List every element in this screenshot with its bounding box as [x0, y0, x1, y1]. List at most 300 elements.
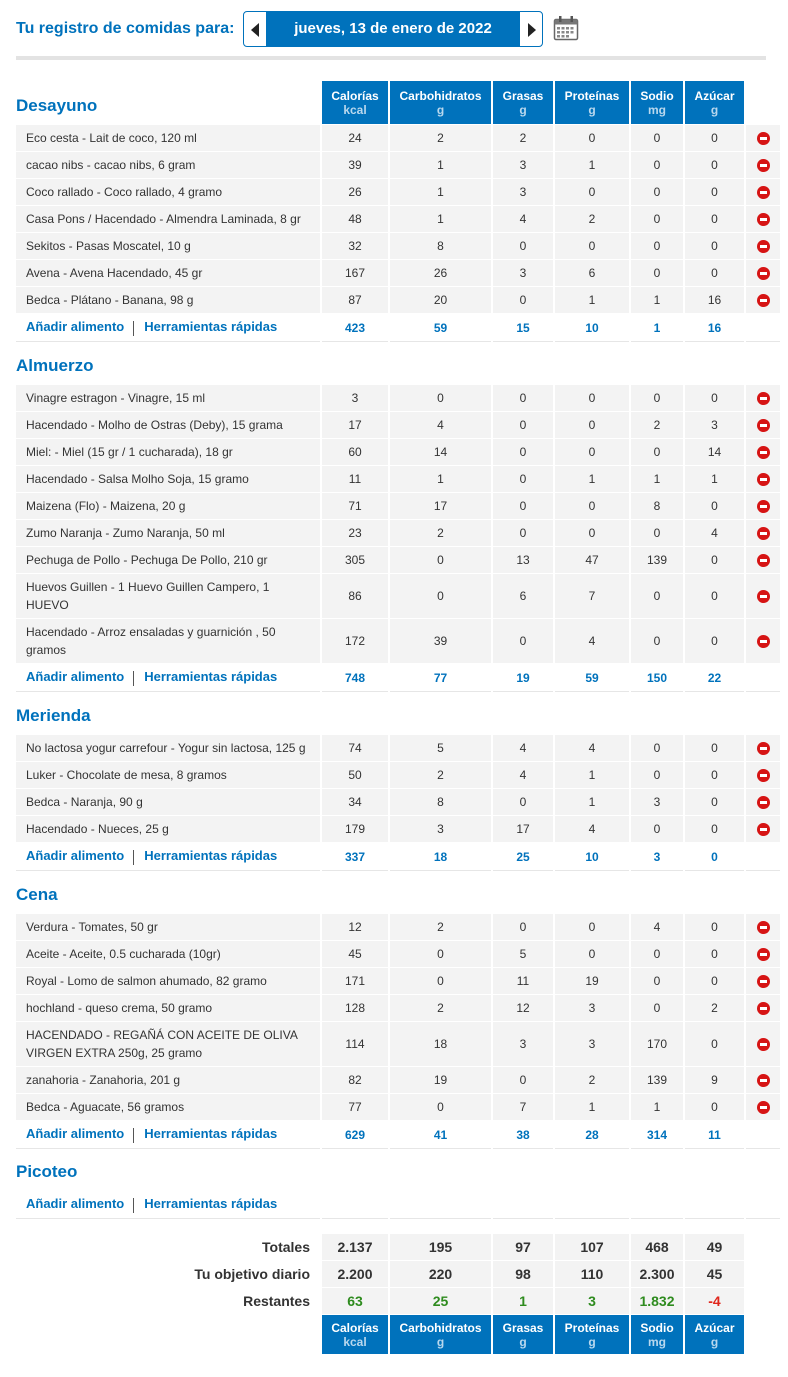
sum-remaining-sodium: 1.832 [631, 1288, 683, 1315]
food-name-link[interactable]: Sekitos - Pasas Moscatel, 10 g [16, 233, 320, 260]
column-header-calories [322, 81, 388, 124]
sum-goal-sugar: 45 [685, 1261, 744, 1288]
add-food-link[interactable]: Añadir alimento [26, 669, 125, 685]
sum-remaining-label: Restantes [16, 1288, 320, 1315]
meal-total-empty [322, 1191, 388, 1219]
sum-remaining-fat: 1 [493, 1288, 553, 1315]
food-sodium: 139 [631, 1067, 683, 1094]
remove-icon [757, 769, 770, 782]
food-fat: 0 [493, 1067, 553, 1094]
column-header-protein [555, 1315, 629, 1354]
food-protein: 1 [555, 152, 629, 179]
food-calories: 50 [322, 762, 388, 789]
remove-icon [757, 1038, 770, 1051]
food-name-link[interactable]: cacao nibs - cacao nibs, 6 gram [16, 152, 320, 179]
column-unit: g [436, 102, 445, 117]
meal-title: Picoteo [16, 1162, 78, 1181]
food-fat: 0 [493, 412, 553, 439]
meal-actions [16, 314, 320, 342]
sum-totals-label: Totales [16, 1234, 320, 1261]
sum-goal-row [16, 1261, 780, 1288]
food-name-link[interactable]: Aceite - Aceite, 0.5 cucharada (10gr) [16, 941, 320, 968]
food-sodium: 0 [631, 762, 683, 789]
food-carbs: 2 [390, 520, 491, 547]
delete-food-button[interactable] [746, 206, 780, 233]
food-calories: 74 [322, 735, 388, 762]
delete-food-button[interactable] [746, 260, 780, 287]
food-sugar: 0 [685, 914, 744, 941]
food-row [16, 762, 780, 789]
food-carbs: 4 [390, 412, 491, 439]
food-fat: 7 [493, 1094, 553, 1121]
remove-icon [757, 446, 770, 459]
add-food-link[interactable]: Añadir alimento [26, 319, 125, 335]
food-name-link[interactable]: Bedca - Plátano - Banana, 98 g [16, 287, 320, 314]
food-sodium: 139 [631, 547, 683, 574]
meal-total-empty [390, 1191, 491, 1219]
food-row [16, 1022, 780, 1067]
food-sugar: 0 [685, 1094, 744, 1121]
food-name-link[interactable]: Zumo Naranja - Zumo Naranja, 50 ml [16, 520, 320, 547]
food-name-link[interactable]: zanahoria - Zanahoria, 201 g [16, 1067, 320, 1094]
meal-total-sodium: 314 [631, 1121, 683, 1149]
food-protein: 6 [555, 260, 629, 287]
food-name-link[interactable]: HACENDADO - REGAÑÁ CON ACEITE DE OLIVA VIRGEN EXTRA 250g, 25 gramo [16, 1022, 320, 1067]
quick-tools-link[interactable]: Herramientas rápidas [144, 848, 278, 864]
column-header-carbs [390, 81, 491, 124]
column-header-protein [555, 81, 629, 124]
meal-total-calories: 748 [322, 664, 388, 692]
diary-header [16, 11, 776, 47]
food-carbs: 14 [390, 439, 491, 466]
meal-total-sodium: 150 [631, 664, 683, 692]
food-protein: 1 [555, 789, 629, 816]
food-calories: 48 [322, 206, 388, 233]
food-carbs: 19 [390, 1067, 491, 1094]
food-sodium: 1 [631, 287, 683, 314]
food-protein: 0 [555, 179, 629, 206]
add-food-link[interactable]: Añadir alimento [26, 1126, 125, 1142]
food-name-link[interactable]: Eco cesta - Lait de coco, 120 ml [16, 125, 320, 152]
food-row [16, 233, 780, 260]
food-carbs: 0 [390, 941, 491, 968]
meal-totals-row [16, 664, 780, 692]
column-header-sugar [685, 81, 744, 124]
food-row [16, 995, 780, 1022]
delete-food-button[interactable] [746, 574, 780, 619]
food-fat: 2 [493, 125, 553, 152]
delete-food-button[interactable] [746, 1022, 780, 1067]
food-name-link[interactable]: Bedca - Aguacate, 56 gramos [16, 1094, 320, 1121]
remove-icon [757, 635, 770, 648]
food-row [16, 152, 780, 179]
food-protein: 2 [555, 1067, 629, 1094]
remove-icon [757, 213, 770, 226]
food-sodium: 0 [631, 995, 683, 1022]
food-sodium: 0 [631, 179, 683, 206]
food-sugar: 16 [685, 287, 744, 314]
food-fat: 4 [493, 762, 553, 789]
food-protein: 0 [555, 520, 629, 547]
delete-food-button[interactable] [746, 941, 780, 968]
food-protein: 3 [555, 1022, 629, 1067]
food-name-link[interactable]: Avena - Avena Hacendado, 45 gr [16, 260, 320, 287]
food-name-link[interactable]: Casa Pons / Hacendado - Almendra Laminada, 8 gr [16, 206, 320, 233]
delete-food-button[interactable] [746, 412, 780, 439]
food-fat: 0 [493, 385, 553, 412]
meal-title: Desayuno [16, 96, 98, 115]
add-food-link[interactable]: Añadir alimento [26, 1196, 125, 1212]
sum-goal-calories: 2.200 [322, 1261, 388, 1288]
food-fat: 0 [493, 233, 553, 260]
food-protein: 47 [555, 547, 629, 574]
food-row [16, 941, 780, 968]
next-day-button[interactable] [519, 11, 543, 47]
sum-totals-fat: 97 [493, 1234, 553, 1261]
food-fat: 6 [493, 574, 553, 619]
food-calories: 167 [322, 260, 388, 287]
remove-icon [757, 590, 770, 603]
food-calories: 60 [322, 439, 388, 466]
meal-total-sodium: 1 [631, 314, 683, 342]
remove-icon [757, 1101, 770, 1114]
food-name-link[interactable]: Coco rallado - Coco rallado, 4 gramo [16, 179, 320, 206]
food-sodium: 0 [631, 520, 683, 547]
food-row [16, 125, 780, 152]
delete-food-button[interactable] [746, 520, 780, 547]
meal-totals-row [16, 1191, 780, 1219]
sum-totals-carbs: 195 [390, 1234, 491, 1261]
food-carbs: 2 [390, 125, 491, 152]
food-protein: 7 [555, 574, 629, 619]
delete-food-button[interactable] [746, 466, 780, 493]
food-carbs: 1 [390, 179, 491, 206]
previous-day-button[interactable] [243, 11, 267, 47]
food-name-link[interactable]: Hacendado - Arroz ensaladas y guarnición , 50 gramos [16, 619, 320, 664]
food-carbs: 3 [390, 816, 491, 843]
food-calories: 26 [322, 179, 388, 206]
food-protein: 0 [555, 493, 629, 520]
food-fat: 3 [493, 179, 553, 206]
delete-food-button[interactable] [746, 1094, 780, 1121]
meal-total-calories: 337 [322, 843, 388, 871]
food-sodium: 2 [631, 412, 683, 439]
sum-goal-protein: 110 [555, 1261, 629, 1288]
food-sugar: 0 [685, 206, 744, 233]
remove-icon [757, 419, 770, 432]
food-fat: 3 [493, 1022, 553, 1067]
column-unit: g [588, 102, 596, 117]
food-sugar: 0 [685, 762, 744, 789]
delete-food-button[interactable] [746, 914, 780, 941]
column-header-calories [322, 1315, 388, 1354]
food-carbs: 0 [390, 385, 491, 412]
food-sugar: 2 [685, 995, 744, 1022]
meal-total-calories: 629 [322, 1121, 388, 1149]
delete-food-button[interactable] [746, 547, 780, 574]
food-sugar: 0 [685, 493, 744, 520]
food-calories: 11 [322, 466, 388, 493]
food-calories: 87 [322, 287, 388, 314]
food-name-link[interactable]: Luker - Chocolate de mesa, 8 gramos [16, 762, 320, 789]
remove-icon [757, 500, 770, 513]
food-name-link[interactable]: Huevos Guillen - 1 Huevo Guillen Campero, 1 HUEVO [16, 574, 320, 619]
column-unit: g [436, 1334, 445, 1349]
meal-totals-row [16, 1121, 780, 1149]
food-calories: 171 [322, 968, 388, 995]
food-carbs: 1 [390, 466, 491, 493]
food-sugar: 14 [685, 439, 744, 466]
link-divider [133, 1128, 134, 1143]
sum-remaining-sugar: -4 [685, 1288, 744, 1315]
quick-tools-link[interactable]: Herramientas rápidas [144, 1126, 278, 1142]
column-name: Grasas [502, 1320, 544, 1335]
food-carbs: 5 [390, 735, 491, 762]
food-row [16, 968, 780, 995]
remove-icon [757, 392, 770, 405]
food-sugar: 3 [685, 412, 744, 439]
food-row [16, 735, 780, 762]
current-date: jueves, 13 de enero de 2022 [267, 11, 519, 47]
delete-food-button[interactable] [746, 233, 780, 260]
column-header-sodium [631, 1315, 683, 1354]
meal-title: Almuerzo [16, 356, 94, 375]
food-carbs: 0 [390, 547, 491, 574]
quick-tools-link[interactable]: Herramientas rápidas [144, 319, 278, 335]
delete-food-button[interactable] [746, 762, 780, 789]
food-name-link[interactable]: Pechuga de Pollo - Pechuga De Pollo, 210 gr [16, 547, 320, 574]
food-row [16, 466, 780, 493]
food-row [16, 914, 780, 941]
sum-goal-sodium: 2.300 [631, 1261, 683, 1288]
column-header-sodium [631, 81, 683, 124]
food-protein: 3 [555, 995, 629, 1022]
header-divider [16, 56, 766, 60]
meal-totals-row [16, 843, 780, 871]
remove-icon [757, 948, 770, 961]
food-fat: 5 [493, 941, 553, 968]
chevron-right-icon [528, 23, 536, 37]
delete-food-button[interactable] [746, 968, 780, 995]
food-calories: 305 [322, 547, 388, 574]
food-sodium: 0 [631, 125, 683, 152]
meal-title: Merienda [16, 706, 91, 725]
food-sodium: 0 [631, 439, 683, 466]
quick-tools-link[interactable]: Herramientas rápidas [144, 669, 278, 685]
sum-totals-protein: 107 [555, 1234, 629, 1261]
column-unit: kcal [343, 1334, 367, 1349]
delete-food-button[interactable] [746, 789, 780, 816]
delete-food-button[interactable] [746, 439, 780, 466]
sum-totals-sodium: 468 [631, 1234, 683, 1261]
delete-food-button[interactable] [746, 1067, 780, 1094]
sum-totals-calories: 2.137 [322, 1234, 388, 1261]
food-name-link[interactable]: Miel: - Miel (15 gr / 1 cucharada), 18 gr [16, 439, 320, 466]
food-sodium: 0 [631, 619, 683, 664]
food-calories: 34 [322, 789, 388, 816]
column-header-sugar [685, 1315, 744, 1354]
food-sodium: 0 [631, 816, 683, 843]
column-unit: kcal [343, 102, 367, 117]
food-carbs: 0 [390, 1094, 491, 1121]
remove-icon [757, 921, 770, 934]
remove-icon [757, 975, 770, 988]
food-row [16, 385, 780, 412]
food-carbs: 17 [390, 493, 491, 520]
delete-food-button[interactable] [746, 619, 780, 664]
food-sodium: 0 [631, 735, 683, 762]
chevron-left-icon [251, 23, 259, 37]
food-carbs: 1 [390, 206, 491, 233]
meal-actions [16, 843, 320, 871]
meal-title: Cena [16, 885, 58, 904]
delete-food-button[interactable] [746, 125, 780, 152]
food-name-link[interactable]: Hacendado - Salsa Molho Soja, 15 gramo [16, 466, 320, 493]
food-calories: 17 [322, 412, 388, 439]
food-sugar: 0 [685, 179, 744, 206]
food-sodium: 8 [631, 493, 683, 520]
food-protein: 0 [555, 233, 629, 260]
food-calories: 3 [322, 385, 388, 412]
delete-food-button[interactable] [746, 152, 780, 179]
food-sodium: 0 [631, 206, 683, 233]
link-divider [133, 850, 134, 865]
add-food-link[interactable]: Añadir alimento [26, 848, 125, 864]
food-row [16, 179, 780, 206]
food-row [16, 439, 780, 466]
meal-actions [16, 664, 320, 692]
food-name-link[interactable]: Royal - Lomo de salmon ahumado, 82 gramo [16, 968, 320, 995]
food-row [16, 619, 780, 664]
food-fat: 0 [493, 520, 553, 547]
food-fat: 13 [493, 547, 553, 574]
food-sugar: 0 [685, 574, 744, 619]
food-name-link[interactable]: Vinagre estragon - Vinagre, 15 ml [16, 385, 320, 412]
food-name-link[interactable]: Verdura - Tomates, 50 gr [16, 914, 320, 941]
food-row [16, 206, 780, 233]
food-fat: 0 [493, 789, 553, 816]
food-carbs: 0 [390, 968, 491, 995]
remove-icon [757, 527, 770, 540]
meal-total-protein: 10 [555, 843, 629, 871]
meal-actions [16, 1191, 320, 1219]
food-calories: 77 [322, 1094, 388, 1121]
food-sugar: 0 [685, 260, 744, 287]
food-sugar: 0 [685, 125, 744, 152]
food-sodium: 0 [631, 385, 683, 412]
column-name: Carbohidratos [399, 88, 482, 103]
food-sugar: 1 [685, 466, 744, 493]
delete-food-button[interactable] [746, 493, 780, 520]
food-carbs: 2 [390, 914, 491, 941]
food-carbs: 2 [390, 762, 491, 789]
food-fat: 4 [493, 735, 553, 762]
food-name-link[interactable]: Hacendado - Molho de Ostras (Deby), 15 grama [16, 412, 320, 439]
food-row [16, 547, 780, 574]
food-sugar: 4 [685, 520, 744, 547]
food-carbs: 39 [390, 619, 491, 664]
food-calories: 179 [322, 816, 388, 843]
remove-icon [757, 240, 770, 253]
food-protein: 0 [555, 412, 629, 439]
food-name-link[interactable]: No lactosa yogur carrefour - Yogur sin lactosa, 125 g [16, 735, 320, 762]
delete-food-button[interactable] [746, 995, 780, 1022]
food-sodium: 170 [631, 1022, 683, 1067]
food-fat: 4 [493, 206, 553, 233]
meal-total-empty [631, 1191, 683, 1219]
delete-food-button[interactable] [746, 735, 780, 762]
food-sodium: 0 [631, 968, 683, 995]
column-name: Sodio [640, 88, 674, 103]
food-fat: 0 [493, 287, 553, 314]
food-protein: 2 [555, 206, 629, 233]
calendar-icon[interactable] [553, 15, 579, 41]
food-sugar: 0 [685, 233, 744, 260]
food-row [16, 1067, 780, 1094]
diary-date-label: Tu registro de comidas para: [16, 20, 235, 37]
delete-food-button[interactable] [746, 287, 780, 314]
food-sugar: 0 [685, 385, 744, 412]
food-sodium: 0 [631, 233, 683, 260]
column-unit: g [710, 102, 719, 117]
remove-icon [757, 132, 770, 145]
food-name-link[interactable]: hochland - queso crema, 50 gramo [16, 995, 320, 1022]
meal-total-empty [685, 1191, 744, 1219]
column-name: Sodio [640, 1320, 674, 1335]
food-name-link[interactable]: Bedca - Naranja, 90 g [16, 789, 320, 816]
sum-totals-row [16, 1234, 780, 1261]
remove-icon [757, 267, 770, 280]
food-carbs: 8 [390, 233, 491, 260]
food-calories: 32 [322, 233, 388, 260]
column-unit: mg [648, 1334, 666, 1349]
food-sugar: 0 [685, 789, 744, 816]
food-calories: 86 [322, 574, 388, 619]
food-sodium: 0 [631, 260, 683, 287]
sum-remaining-protein: 3 [555, 1288, 629, 1315]
food-sugar: 0 [685, 816, 744, 843]
delete-food-button[interactable] [746, 179, 780, 206]
quick-tools-link[interactable]: Herramientas rápidas [144, 1196, 278, 1212]
meal-total-fat: 19 [493, 664, 553, 692]
food-sodium: 1 [631, 466, 683, 493]
food-calories: 24 [322, 125, 388, 152]
meal-total-carbs: 18 [390, 843, 491, 871]
food-protein: 4 [555, 816, 629, 843]
sum-goal-carbs: 220 [390, 1261, 491, 1288]
meal-total-protein: 28 [555, 1121, 629, 1149]
meal-total-calories: 423 [322, 314, 388, 342]
meal-total-sugar: 22 [685, 664, 744, 692]
delete-food-button[interactable] [746, 385, 780, 412]
food-name-link[interactable]: Maizena (Flo) - Maizena, 20 g [16, 493, 320, 520]
food-fat: 0 [493, 466, 553, 493]
food-protein: 4 [555, 735, 629, 762]
column-name: Azúcar [694, 1320, 735, 1335]
food-name-link[interactable]: Hacendado - Nueces, 25 g [16, 816, 320, 843]
food-row [16, 260, 780, 287]
meal-total-empty [555, 1191, 629, 1219]
meal-total-sugar: 11 [685, 1121, 744, 1149]
column-unit: g [588, 1334, 596, 1349]
remove-icon [757, 796, 770, 809]
food-sugar: 0 [685, 547, 744, 574]
delete-food-button[interactable] [746, 816, 780, 843]
meal-actions [16, 1121, 320, 1149]
column-name: Proteínas [564, 1320, 620, 1335]
food-sugar: 9 [685, 1067, 744, 1094]
food-carbs: 2 [390, 995, 491, 1022]
